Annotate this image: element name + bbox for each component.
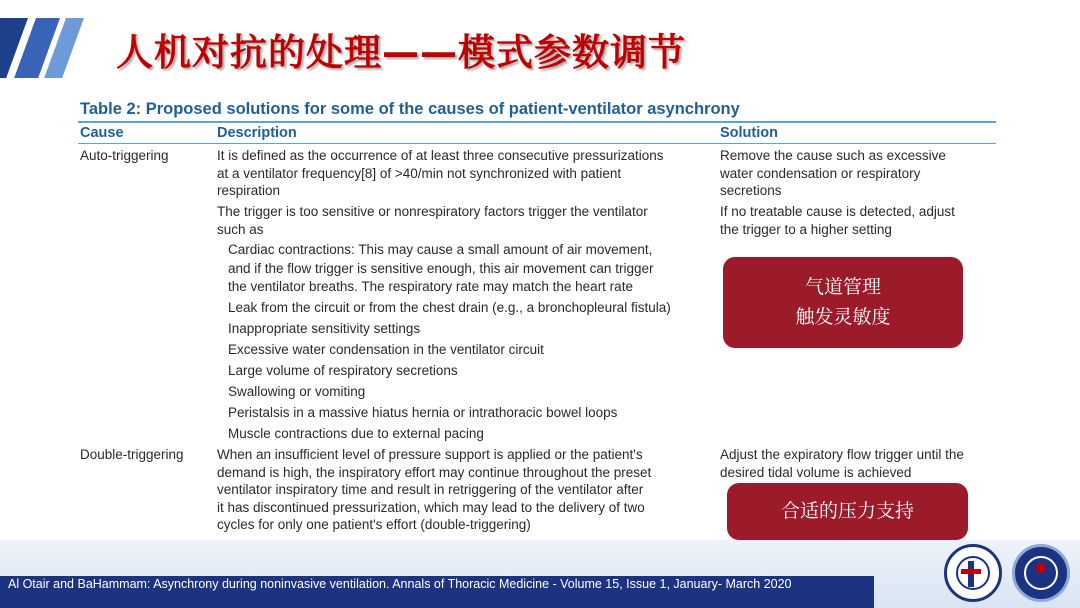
solution-line: desired tidal volume is achieved — [720, 464, 912, 480]
callout-airway-line2: 触发灵敏度 — [795, 306, 891, 328]
sub-item: Muscle contractions due to external pacing — [228, 425, 484, 441]
table-title: Table 2: Proposed solutions for some of the causes of patient-ventilator asynchrony — [80, 100, 740, 118]
table-rule-header — [78, 143, 996, 144]
solution-line: secretions — [720, 183, 782, 198]
sub-item: Peristalsis in a massive hiatus hernia or intrathoracic bowel loops — [228, 404, 618, 420]
description-line: at a ventilator frequency[8] of >40/min not synchronized with patient — [217, 165, 622, 181]
solution-line: Remove the cause such as excessive — [720, 148, 946, 163]
description-line: respiration — [217, 183, 281, 198]
slide-title: 人机对抗的处理——模式参数调节 — [116, 31, 686, 74]
solution-line: the trigger to a higher setting — [720, 221, 892, 237]
sub-item: Excessive water condensation in the ventilator circuit — [228, 341, 544, 357]
description-line: it has discontinued pressurization, which may lead to the delivery of two — [217, 499, 645, 515]
callout-pressure-support: 合适的压力支持 — [727, 483, 968, 540]
header-solution: Solution — [720, 125, 778, 141]
header-description: Description — [217, 125, 297, 141]
description-line: such as — [217, 221, 264, 237]
cause-auto-triggering: Auto-triggering — [80, 148, 169, 163]
solution-line: If no treatable cause is detected, adjust — [720, 204, 955, 219]
sub-item: Leak from the circuit or from the chest drain (e.g., a bronchopleural fistula) — [228, 299, 671, 315]
sub-item: Inappropriate sensitivity settings — [228, 320, 421, 336]
table-rule-top — [78, 121, 996, 123]
solution-line: water condensation or respiratory — [720, 165, 921, 181]
description-line: It is defined as the occurrence of at least three consecutive pressurizations — [217, 148, 664, 163]
description-line: cycles for only one patient's effort (double-triggering) — [217, 517, 531, 532]
hospital-logo-icon — [1012, 544, 1070, 602]
footer-citation: Al Otair and BaHammam: Asynchrony during noninvasive ventilation. Annals of Thoracic Medicine - Volume 15, Issue 1, January- March 2020 — [0, 576, 874, 608]
description-line: When an insufficient level of pressure support is applied or the patient's — [217, 447, 643, 462]
sub-item: Swallowing or vomiting — [228, 383, 366, 399]
sub-item: and if the flow trigger is sensitive enough, this air movement can trigger — [228, 260, 654, 276]
cause-double-triggering: Double-triggering — [80, 447, 184, 462]
sub-item: the ventilator breaths. The respiratory rate may match the heart rate — [228, 279, 633, 294]
description-line: The trigger is too sensitive or nonrespiratory factors trigger the ventilator — [217, 204, 648, 219]
description-line: ventilator inspiratory time and result in retriggering of the ventilator after — [217, 482, 644, 497]
sub-item: Cardiac contractions: This may cause a small amount of air movement, — [228, 242, 653, 257]
callout-airway-line1: 气道管理 — [804, 276, 881, 298]
solution-line: Adjust the expiratory flow trigger until the — [720, 447, 964, 462]
header-cause: Cause — [80, 125, 124, 141]
description-line: demand is high, the inspiratory effort may continue throughout the preset — [217, 464, 652, 480]
university-logo-icon — [944, 544, 1002, 602]
sub-item: Large volume of respiratory secretions — [228, 362, 458, 378]
callout-airway-management — [723, 257, 963, 348]
header-decoration — [0, 18, 96, 78]
